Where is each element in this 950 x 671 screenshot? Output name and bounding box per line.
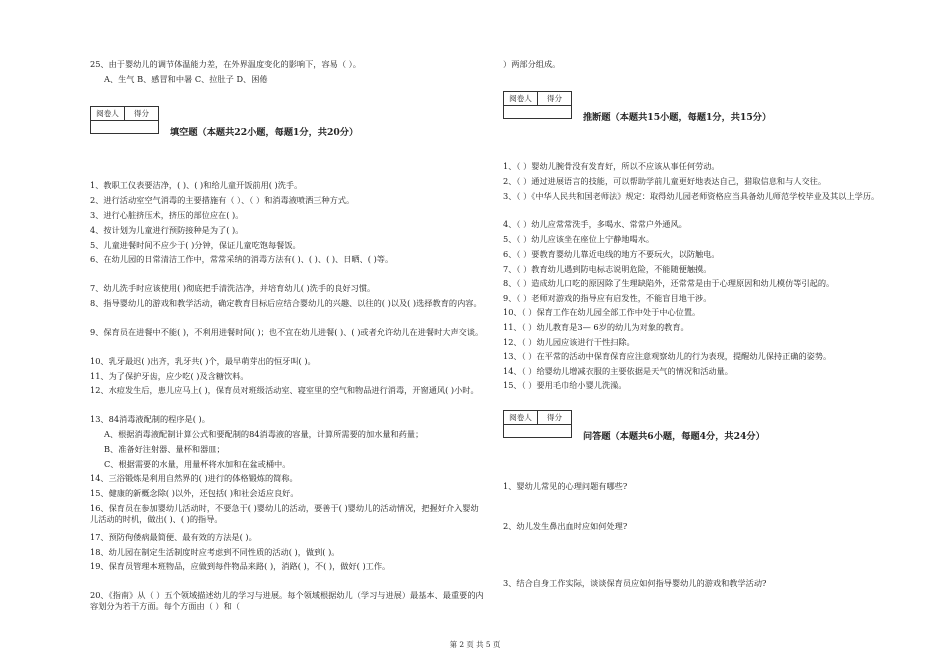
judge-item-3: 3、（ ）《中华人民共和国老师法》规定：取得幼儿园老师资格应当具备幼儿师范学校毕业及其以上学历。 bbox=[503, 191, 880, 201]
score-entry-cells bbox=[90, 120, 159, 134]
fill-item-2: 2、进行活动室空气消毒的主要措施有（ ）、（ ）和消毒液喷洒三种方式。 bbox=[90, 195, 355, 205]
fill-item-12: 12、水痘发生后，患儿应马上( )，保育员对班级活动室、寝室里的空气和物品进行消毒，开窗通风( )小时。 bbox=[90, 385, 479, 395]
judge-item-14: 14、（ ）给婴幼儿增减衣服的主要依据是天气的情况和活动量。 bbox=[503, 366, 733, 376]
fill-item-11: 11、为了保护牙齿，应少吃( )及含糖饮料。 bbox=[90, 371, 249, 381]
score-box-fill bbox=[90, 106, 159, 121]
judge-item-7: 7、（ ）教育幼儿遇到防电标志说明危险，不能随便触摸。 bbox=[503, 264, 712, 274]
score-label: 得分 bbox=[546, 413, 563, 422]
qa-item-3: 3、结合自身工作实际，谈谈保育员应如何指导婴幼儿的游戏和教学活动? bbox=[503, 578, 767, 588]
score-entry-cells bbox=[503, 424, 572, 438]
fill-item-20: 20、《指南》从（ ）五个领域描述幼儿的学习与进展。每个领域根据幼儿（学习与进展）最基本、最重要的内容划分为若干方面。每个方面由（ ）和（ bbox=[90, 590, 484, 611]
qa-item-1: 1、婴幼儿常见的心理问题有哪些? bbox=[503, 481, 628, 491]
qa-item-2: 2、幼儿发生鼻出血时应如何处理? bbox=[503, 521, 628, 531]
fill-item-16: 16、保育员在参加婴幼儿活动时，不要急于( )婴幼儿的活动，要善于( )婴幼儿的活动情况，把握好介入婴幼儿活动的时机，做出( )、( )的指导。 bbox=[90, 503, 479, 524]
reviewer-label: 阅卷人 bbox=[504, 411, 538, 424]
fill-item-7: 7、幼儿洗手时应该使用( )彻底把手清洗洁净，并培育幼儿( )洗手的良好习惯。 bbox=[90, 283, 376, 293]
score-box-qa bbox=[503, 410, 572, 425]
fill-item-20-continuation: ）两部分组成。 bbox=[503, 59, 561, 69]
judge-item-11: 11、（ ）幼儿教育是3— 6岁的幼儿为对象的教育。 bbox=[503, 322, 689, 332]
question-25-options: A、生气 B、感冒和中暑 C、拉肚子 D、困倦 bbox=[104, 74, 268, 84]
fill-item-3: 3、进行心脏挤压术，挤压的部位应在( )。 bbox=[90, 210, 244, 220]
page-footer: 第 2 页 共 5 页 bbox=[449, 640, 501, 649]
judge-item-13: 13、（ ）在平常的活动中保育保育应注意观察幼儿的行为表现，提醒幼儿保持正确的姿势。 bbox=[503, 351, 832, 361]
judge-item-5: 5、（ ）幼儿应该坐在座位上宁静地喝水。 bbox=[503, 234, 655, 244]
fill-item-15: 15、健康的新概念除( )以外，还包括( )和社会适应良好。 bbox=[90, 488, 299, 498]
judge-item-6: 6、（ ）要教育婴幼儿靠近电线的地方不要玩火，以防触电。 bbox=[503, 249, 720, 259]
fill-item-14: 14、三浴锻炼是利用自然界的( )进行的体格锻炼的简称。 bbox=[90, 473, 298, 483]
judge-item-9: 9、（ ）老师对游戏的指导应有启发性，不能盲目地干涉。 bbox=[503, 293, 712, 303]
fill-item-10: 10、乳牙最迟( )出齐，乳牙共( )个，最早萌芽出的恒牙叫( )。 bbox=[90, 356, 316, 366]
fill-item-5: 5、儿童进餐时间不应少于( )分钟，保证儿童吃饱每餐饭。 bbox=[90, 240, 301, 250]
fill-item-13-a: A、根据消毒液配制计算公式和要配制的84消毒液的容量，计算所需要的加水量和药量； bbox=[104, 429, 424, 439]
fill-item-18: 18、幼儿园在制定生活制度时应考虑到不同性质的活动( )，做到( )。 bbox=[90, 547, 340, 557]
score-label: 得分 bbox=[133, 109, 150, 118]
score-box-judge bbox=[503, 91, 572, 106]
judge-item-12: 12、（ ）幼儿园应该进行干性扫除。 bbox=[503, 337, 635, 347]
section-title-judge: 推断题（本题共15小题，每题1分，共15分） bbox=[583, 112, 772, 123]
question-25: 25、由于婴幼儿的调节体温能力差，在外界温度变化的影响下，容易（ ）。 bbox=[90, 59, 361, 69]
fill-item-1: 1、教职工仪表要洁净，( )、( )和给儿童开饭前用( )洗手。 bbox=[90, 180, 303, 190]
judge-item-10: 10、（ ）保育工作在幼儿园全部工作中处于中心位置。 bbox=[503, 307, 701, 317]
reviewer-label: 阅卷人 bbox=[504, 92, 538, 105]
fill-item-13-b: B、准备好注射器、量杯和器皿； bbox=[104, 444, 225, 454]
fill-item-6: 6、在幼儿园的日常清洁工作中，常常采纳的消毒方法有( )、( )、( )、日晒、( )等。 bbox=[90, 254, 394, 264]
judge-item-8: 8、（ ）造成幼儿口吃的原因除了生理缺陷外，还常常是由于心理原因和幼儿模仿等引起的。 bbox=[503, 278, 835, 288]
fill-item-4: 4、按计划为儿童进行预防接种是为了( )。 bbox=[90, 225, 244, 235]
fill-item-9: 9、保育员在进餐中不能( )，不利用进餐时间( )；也不宜在幼儿进餐( )、( )或者允许幼儿在进餐时大声交谈。 bbox=[90, 327, 484, 337]
fill-item-13: 13、84消毒液配制的程序是( )。 bbox=[90, 414, 210, 424]
fill-item-19: 19、保育员管理本班物品，应做到每件物品来路( )，消路( )，不( )，做好( )工作。 bbox=[90, 561, 391, 571]
judge-item-2: 2、（ ）通过进展语言的技能，可以帮助学前儿童更好地表达自己，猎取信息和与人交往。 bbox=[503, 176, 827, 186]
fill-item-8: 8、指导婴幼儿的游戏和教学活动，确定教育目标后应结合婴幼儿的兴趣、以往的( )以及( )选择教育的内容。 bbox=[90, 298, 482, 308]
score-label: 得分 bbox=[546, 94, 563, 103]
fill-item-13-c: C、根据需要的水量，用量杯将水加和在盆或桶中。 bbox=[104, 459, 291, 469]
section-title-qa: 问答题（本题共6小题，每题4分，共24分） bbox=[583, 431, 765, 442]
fill-item-17: 17、预防佝偻病最简便、最有效的方法是( )。 bbox=[90, 532, 257, 542]
section-title-fill: 填空题（本题共22小题，每题1分，共20分） bbox=[170, 127, 359, 138]
reviewer-label: 阅卷人 bbox=[91, 107, 125, 120]
judge-item-15: 15、（ ）要用毛巾给小婴儿洗澡。 bbox=[503, 380, 627, 390]
judge-item-4: 4、（ ）幼儿应常常洗手，多喝水、常常户外通风。 bbox=[503, 219, 687, 229]
score-entry-cells bbox=[503, 105, 572, 119]
judge-item-1: 1、（ ）婴幼儿腕骨没有发育好，所以不应该从事任何劳动。 bbox=[503, 161, 720, 171]
